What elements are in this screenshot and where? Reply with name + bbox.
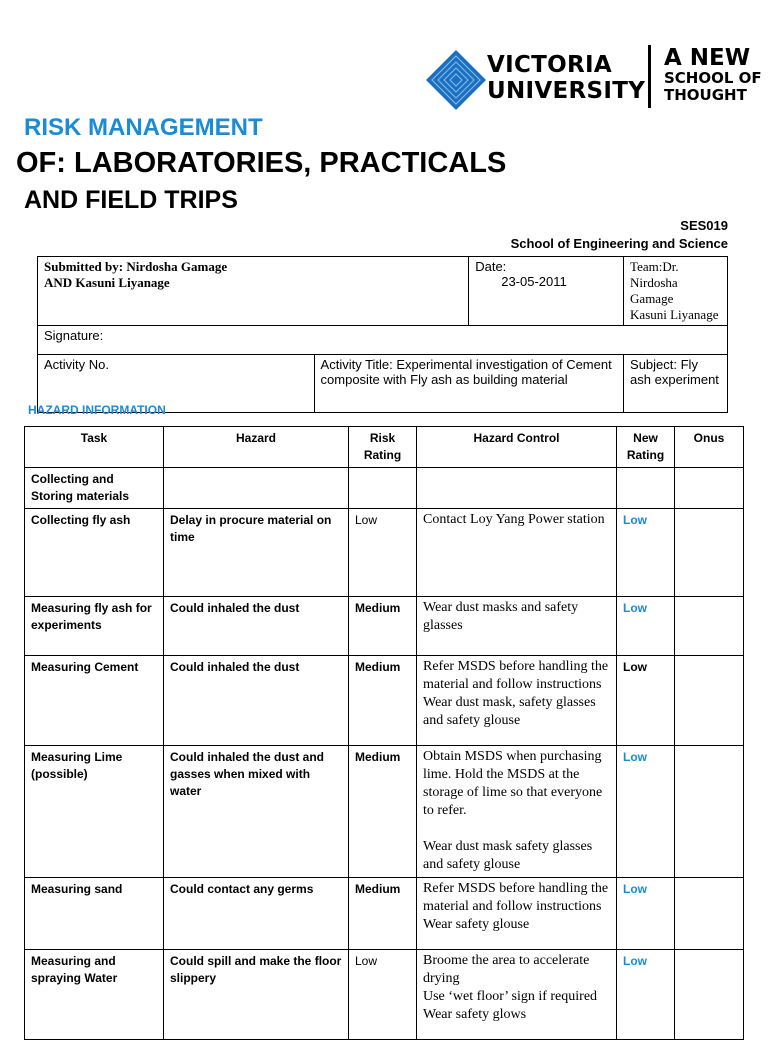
onus-cell: [675, 746, 744, 878]
onus-cell: [675, 509, 744, 597]
hazard-control-line: Obtain MSDS when purchasing lime. Hold the MSDS at the storage of lime so that everyone to refer.: [423, 749, 603, 818]
risk-rating-cell: Medium: [349, 656, 417, 746]
hazard-control-line: Wear safety glouse: [423, 917, 530, 932]
document-title-line1: RISK MANAGEMENT: [24, 114, 263, 141]
university-logo-diamond-icon: [424, 48, 488, 112]
hazard-control-cell: [417, 656, 617, 746]
hazard-control-line: Use ‘wet floor’ sign if required: [423, 989, 598, 1004]
submission-row: [38, 257, 728, 326]
col-header-hazard-control: Hazard Control: [417, 427, 617, 468]
signature-label: Signature:: [44, 328, 104, 343]
table-row: [25, 878, 744, 950]
date-value: 23-05-2011: [501, 274, 567, 289]
university-name-line1: VICTORIA: [487, 52, 612, 78]
team-line2: Kasuni Liyanage: [630, 307, 719, 322]
hazard-table-body: [25, 468, 744, 1040]
hazard-cell: Delay in procure material on time: [164, 509, 349, 597]
table-row: [25, 656, 744, 746]
col-header-risk-rating: Risk Rating: [349, 427, 417, 468]
risk-rating-cell: Medium: [349, 746, 417, 878]
task-cell: Measuring and spraying Water: [25, 950, 164, 1040]
date-label: Date:: [475, 259, 507, 274]
hazard-control-line: Wear dust masks and safety glasses: [423, 600, 579, 633]
date-cell: [469, 257, 624, 326]
task-cell: Measuring Cement: [25, 656, 164, 746]
document-title-line2: OF: LABORATORIES, PRACTICALS: [16, 147, 507, 179]
subject: Subject: Fly ash experiment: [630, 357, 719, 387]
hazard-table-header: [25, 427, 744, 468]
hazard-control-cell: [417, 878, 617, 950]
risk-rating-cell: Low: [349, 509, 417, 597]
hazard-cell: Could inhaled the dust: [164, 656, 349, 746]
table-row: [25, 509, 744, 597]
new-rating-cell: Low: [617, 597, 675, 656]
activity-title: Activity Title: Experimental investigation of Cement composite with Fly ash as building material: [320, 357, 612, 387]
col-header-task: Task: [25, 427, 164, 468]
hazard-control-line: Broome the area to accelerate drying: [423, 953, 590, 986]
team-line1: Team:Dr. Nirdosha Gamage: [630, 259, 679, 306]
university-name-line2: UNIVERSITY: [487, 78, 646, 104]
new-rating-cell: Low: [617, 878, 675, 950]
hazard-control-line: Wear safety glows: [423, 1007, 527, 1022]
onus-cell: [675, 878, 744, 950]
hazard-control-cell: [417, 597, 617, 656]
new-rating-cell: Low: [617, 746, 675, 878]
logo-divider: [648, 45, 651, 108]
activity-title-cell: [314, 355, 624, 413]
new-rating-cell: Low: [617, 509, 675, 597]
new-rating-cell: [617, 468, 675, 509]
team-cell: [624, 257, 728, 326]
university-wordmark: [487, 52, 645, 104]
table-row: [25, 597, 744, 656]
onus-cell: [675, 656, 744, 746]
activity-no-label: Activity No.: [44, 357, 110, 372]
hazard-control-line: Refer MSDS before handling the material and follow instructions: [423, 659, 609, 692]
onus-cell: [675, 597, 744, 656]
hazard-control-line: Wear dust mask, safety glasses and safety glouse: [423, 695, 596, 728]
hazard-control-line: Wear dust mask safety glasses and safety glouse: [423, 839, 593, 872]
hazard-cell: Could inhaled the dust: [164, 597, 349, 656]
subject-cell: [624, 355, 728, 413]
hazard-info-heading: HAZARD INFORMATION: [28, 403, 166, 417]
hazard-cell: Could spill and make the floor slippery: [164, 950, 349, 1040]
signature-cell: [38, 326, 728, 355]
hazard-cell: [164, 468, 349, 509]
hazard-control-cell: [417, 950, 617, 1040]
table-row: [25, 746, 744, 878]
risk-rating-cell: Low: [349, 950, 417, 1040]
document-code: SES019: [680, 218, 728, 233]
submission-info-table: [37, 256, 728, 413]
new-rating-cell: Low: [617, 656, 675, 746]
hazard-table: [24, 426, 744, 1040]
task-cell: Collecting and Storing materials: [25, 468, 164, 509]
task-cell: Measuring sand: [25, 878, 164, 950]
hazard-control-cell: [417, 509, 617, 597]
tagline-line3: THOUGHT: [664, 86, 747, 104]
task-cell: Measuring fly ash for experiments: [25, 597, 164, 656]
hazard-control-line: Refer MSDS before handling the material and follow instructions: [423, 881, 609, 914]
hazard-control-cell: [417, 746, 617, 878]
risk-rating-cell: Medium: [349, 878, 417, 950]
col-header-hazard: Hazard: [164, 427, 349, 468]
col-header-new-rating: New Rating: [617, 427, 675, 468]
tagline-line2: SCHOOL OF: [664, 69, 762, 87]
onus-cell: [675, 468, 744, 509]
submitted-by-cell: [38, 257, 469, 326]
hazard-control-line: Contact Loy Yang Power station: [423, 512, 605, 527]
logo-tagline: [664, 46, 762, 104]
tagline-line1: A NEW: [664, 45, 751, 71]
school-name: School of Engineering and Science: [510, 236, 728, 251]
task-cell: Measuring Lime (possible): [25, 746, 164, 878]
new-rating-cell: Low: [617, 950, 675, 1040]
table-row: [25, 950, 744, 1040]
signature-row: [38, 326, 728, 355]
risk-rating-cell: [349, 468, 417, 509]
hazard-control-line: [423, 820, 610, 838]
document-title-line3: AND FIELD TRIPS: [24, 186, 238, 214]
risk-rating-cell: Medium: [349, 597, 417, 656]
hazard-cell: Could inhaled the dust and gasses when mixed with water: [164, 746, 349, 878]
onus-cell: [675, 950, 744, 1040]
hazard-cell: Could contact any germs: [164, 878, 349, 950]
col-header-onus: Onus: [675, 427, 744, 468]
submitted-by-line1: Submitted by: Nirdosha Gamage: [44, 259, 228, 274]
table-row: [25, 468, 744, 509]
task-cell: Collecting fly ash: [25, 509, 164, 597]
hazard-control-cell: [417, 468, 617, 509]
submitted-by-line2: AND Kasuni Liyanage: [44, 275, 170, 290]
